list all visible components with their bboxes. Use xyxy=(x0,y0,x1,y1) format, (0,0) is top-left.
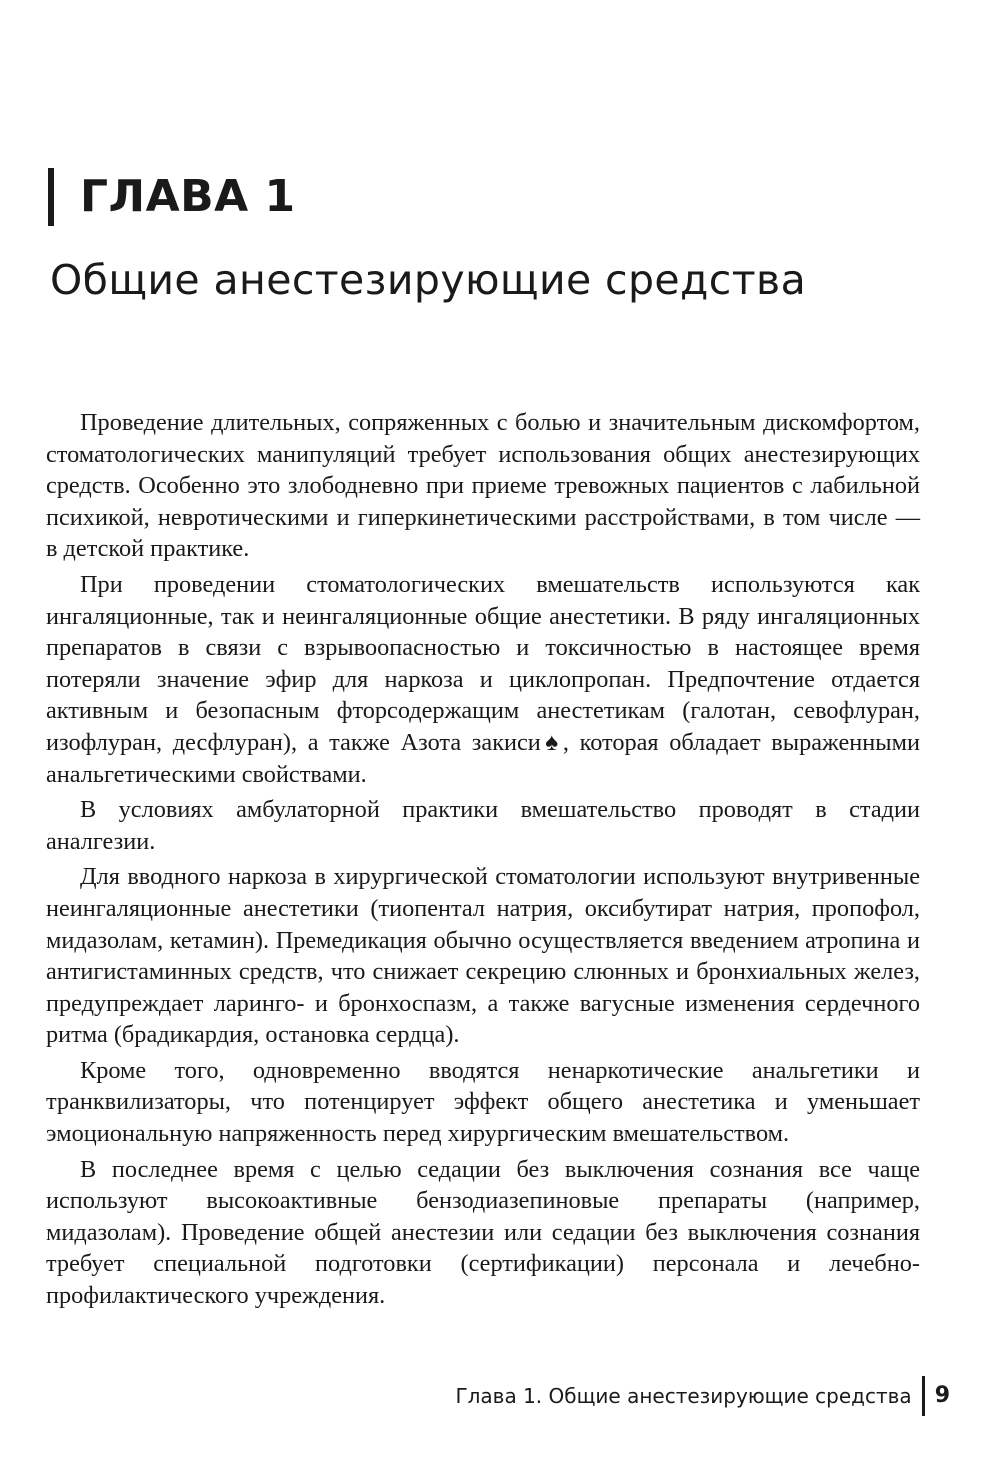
running-title: Глава 1. Общие анестезирующие средства xyxy=(455,1384,912,1408)
chapter-title: Общие анестезирующие средства xyxy=(50,256,807,304)
paragraph: При проведении стоматологических вмешательств используются как ингаляционные, так и неингаляционные общие анестетики. В ряду ингаляционных препаратов в связи с взрывоопасностью и токсичностью в настоящее время потеряли значение эфир для наркоза и циклопропан. Предпочтение отдается активным и безопасным фторсодержащим анестетикам (галотан, севофлуран, изофлуран, десфлуран), а также Азота закиси♠, которая обладает выраженными анальгетическими свойствами. xyxy=(46,570,920,788)
page-footer xyxy=(455,1376,950,1416)
chapter-label: ГЛАВА 1 xyxy=(80,171,296,222)
paragraph: Проведение длительных, сопряженных с болью и значительным дискомфортом, стоматологических манипуляций требует использования общих анестезирующих средств. Особенно это злободневно при приеме тревожных пациентов с лабильной психикой, невротическими и гиперкинетическими расстройствами, в том числе — в детской практике. xyxy=(46,409,920,563)
paragraph: Кроме того, одновременно вводятся ненаркотические анальгетики и транквилизаторы, что потенцирует эффект общего анестетика и уменьшает эмоциональную напряженность перед хирургическим вмешательством. xyxy=(46,1056,920,1148)
chapter-heading xyxy=(48,168,296,226)
footer-divider xyxy=(922,1376,925,1416)
paragraph: В условиях амбулаторной практики вмешательство проводят в стадии аналгезии. xyxy=(46,796,920,855)
paragraph: В последнее время с целью седации без выключения сознания все чаще используют высокоактивные бензодиазепиновые препараты (например, мидазолам). Проведение общей анестезии или седации без выключения сознания требует специальной подготовки (сертификации) персонала и лечебно-профилактического учреждения. xyxy=(46,1155,920,1310)
page-number: 9 xyxy=(934,1383,950,1408)
body-text xyxy=(46,407,920,1312)
chapter-bar-decoration xyxy=(48,168,54,226)
paragraph: Для вводного наркоза в хирургической стоматологии используют внутривенные неингаляционные анестетики (тиопентал натрия, оксибутират натрия, пропофол, мидазолам, кетамин). Премедикация обычно осуществляется введением атропина и антигистаминных средств, что снижает секрецию слюнных и бронхиальных желез, предупреждает ларинго- и бронхоспазм, а также вагусные изменения сердечного ритма (брадикардия, остановка сердца). xyxy=(46,863,920,1049)
